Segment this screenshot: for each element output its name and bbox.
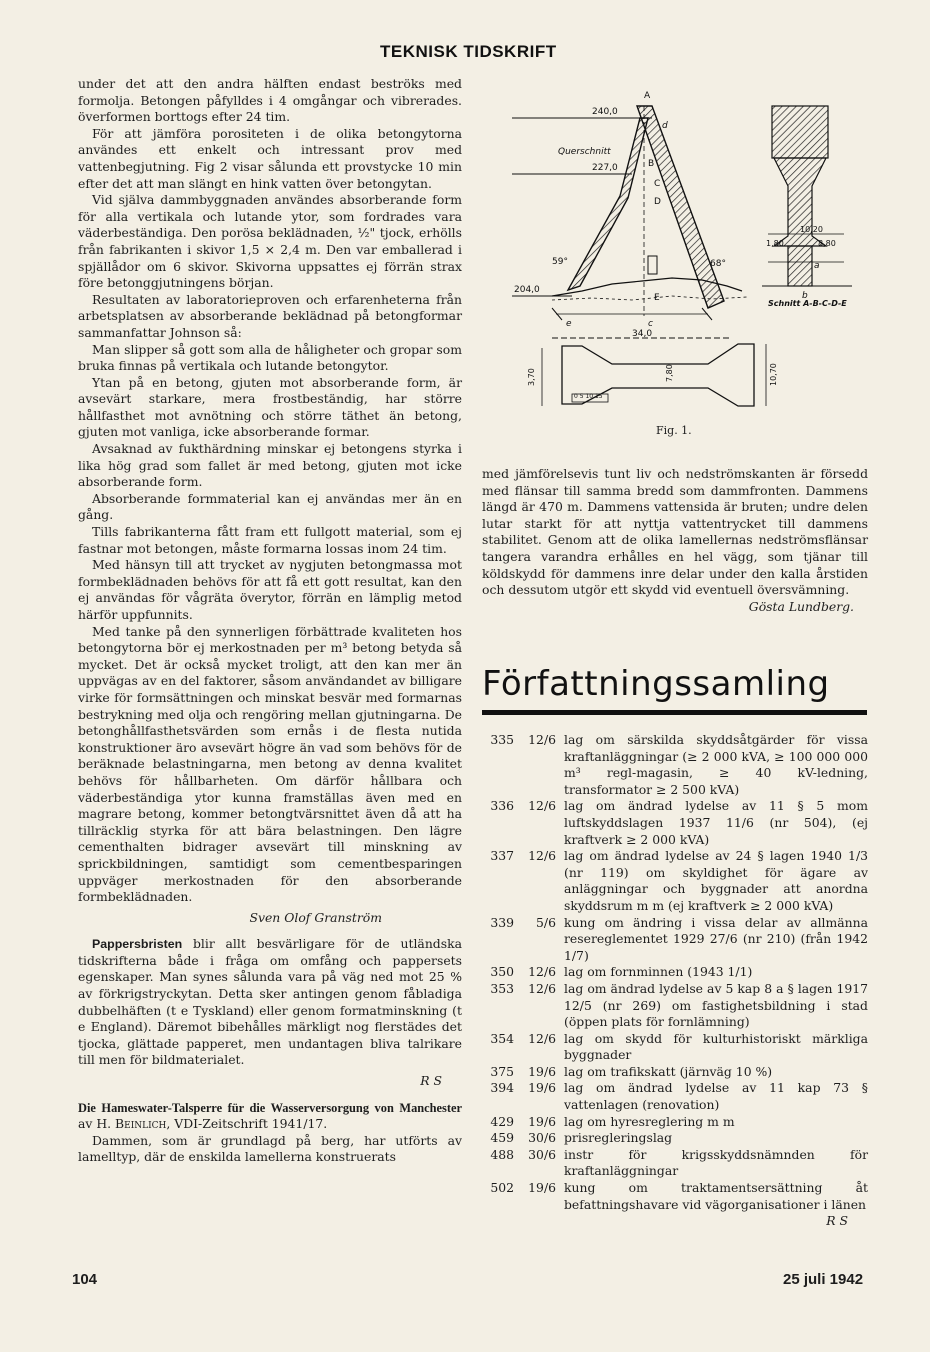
notice-lead: Pappersbristen — [92, 937, 183, 952]
law-entry — [482, 1114, 868, 1131]
page-number: 104 — [72, 1271, 98, 1288]
biblio-source: , VDI-Zeitschrift 1941/17. — [166, 1116, 328, 1132]
label-width-370: 3,70 — [527, 368, 536, 386]
law-number: 394 — [490, 1080, 514, 1096]
law-text: instr för krigsskyddsnämnden för kraftanläggningar — [564, 1146, 868, 1179]
law-entry — [482, 1130, 868, 1147]
law-text: lag om särskilda skyddsåtgärder för vissa kraftanläggningar (≥ 2 000 kVA, ≥ 100 000 000 m³ regl-magasin, ≥ 40 kV-ledning, transformator ≥ 2 500 kVA) — [564, 732, 868, 797]
notice-signature: R S — [420, 1073, 442, 1089]
law-number: 337 — [490, 848, 514, 864]
law-entry — [482, 981, 868, 1031]
law-entry — [482, 798, 868, 848]
paragraph: Tills fabrikanterna fått fram ett fullgott material, som ej fastnar mot betongen, måste formarna lossas inom 24 tim. — [78, 524, 462, 556]
law-text: lag om ändrad lydelse av 24 § lagen 1940 1/3 (nr 119) om skyldighet för ägare av anläggningar och byggnader att anordna skyddsrum m m (ej kraftverk ≥ 2 000 kVA) — [564, 848, 868, 913]
law-entry — [482, 1064, 868, 1081]
law-text: prisregleringslag — [564, 1130, 673, 1146]
label-c: c — [648, 319, 653, 329]
law-text: lag om ändrad lydelse av 5 kap 8 a § lagen 1917 12/5 (nr 269) om fastighetsbildning i stad (öppen plats för fornlämning) — [564, 980, 868, 1030]
law-text: lag om ändrad lydelse av 11 kap 73 § vattenlagen (renovation) — [564, 1080, 868, 1113]
law-entry — [482, 1180, 868, 1213]
law-number: 459 — [490, 1130, 514, 1146]
label-length-34: 34,0 — [632, 329, 653, 339]
law-date: 30/6 — [528, 1146, 556, 1162]
biblio-title: Die Hameswater-Talsperre für die Wasserversorgung von Manchester — [78, 1100, 462, 1115]
label-scale: 0 5 10 15 — [574, 393, 603, 400]
label-point-a: A — [644, 91, 651, 101]
paragraph: Man slipper så gott som alla de håligheter och gropar som bruka finnas på vertikala och lutande betongytor. — [78, 341, 462, 374]
section-view-drawing — [762, 106, 852, 286]
label-width-1070: 10,70 — [769, 363, 778, 386]
author-signature: Gösta Lundberg. — [748, 598, 854, 614]
law-number: 353 — [490, 980, 514, 996]
law-date: 12/6 — [528, 1030, 556, 1046]
right-column — [482, 466, 868, 615]
law-date: 19/6 — [528, 1113, 556, 1129]
paragraph: Absorberande formmaterial kan ej användas mer än en gång. — [78, 490, 462, 523]
law-text: kung om traktamentsersättning åt befattningshavare vid vägorganisationer i länen — [564, 1180, 868, 1212]
law-number: 502 — [490, 1180, 514, 1196]
cross-section-drawing — [512, 106, 747, 320]
law-text: lag om ändrad lydelse av 11 § 5 mom luftskyddslagen 1937 11/6 (nr 504), (ej kraftverk ≥ 2 000 kVA) — [564, 798, 868, 847]
section-rule — [482, 710, 867, 715]
notice-paragraph — [78, 936, 462, 1069]
law-date: 19/6 — [528, 1063, 556, 1079]
law-number: 336 — [490, 798, 514, 814]
notice-body: blir allt besvärligare för de utländska tidskrifterna både i fråga om omfång och pappersets egenskaper. Man synes sålunda vara på väg ned mot 25 % av förkrigstryckytan. Detta sker antingen genom fåbladiga dubbelhäften (t e Tyskland) eller genom formatminskning (t e England). Däremot bibehålles märkligt nog flerstädes det tjocka, glättade papperet, men undantagen bliva talrikare till men för bildmaterialet. — [78, 936, 462, 1068]
law-date: 12/6 — [528, 732, 556, 747]
law-entry — [482, 848, 868, 914]
label-level-240: 240,0 — [592, 107, 618, 117]
label-width-1020: 10,20 — [800, 225, 823, 234]
law-date: 12/6 — [528, 964, 556, 980]
label-angle-59: 59° — [552, 257, 568, 267]
paragraph: med jämförelsevis tunt liv och nedströmskanten är försedd med flänsar till samma bredd som dammfronten. Dammens längd är 470 m. Dammens vattensida är bruten; undre delen lutar starkt för att nyttja vattentrycket till dammens stabilitet. Genom att de olika lamellernas nedströmsflänsar tangera varandra erhålles en hel vägg, som tjänar till köldskydd för dammens inre delar under den kalla årstiden och dessutom utgör ett skydd vid eventuell översvämning. — [482, 466, 868, 598]
law-date: 19/6 — [528, 1080, 556, 1096]
paragraph: Med tanke på den synnerligen förbättrade kvaliteten hos betongytorna bör ej merkostnaden per m³ betong betyda så mycket. Det är också mycket troligt, att den kan mer än uppvägas av en del faktorer, såsom användandet av billigare virke för formsättningen och minskat besvär med formarnas bestrykning med olja och rengöring mellan gjutningarna. De betonghållfasthetsvärden som ernås i de flesta nutida konstruktioner äro avsevärt högre än vad som behövs för de beräknade belastningarna, men betong av denna kvalitet behövs för hållbarheten. Om därför hållbara och väderbeständiga ytor kunna framställas även med en magrare betong, kommer betongtvärsnittet även då att ha tillräcklig styrka för att bära belastningen. Den lägre cementhalten bidrager avsevärt till minskning av sprickbildningen, samtidigt som cementbesparingen uppväger merkostnaden för den absorberande formbeklädnaden. — [78, 623, 462, 905]
figure-caption: Fig. 1. — [656, 424, 692, 437]
label-b: b — [802, 291, 808, 301]
paragraph: Ytan på en betong, gjuten mot absorberande form, är avsevärt starkare, mera frostbeständig, har större hållfasthet mot avnötning och större täthet än betong, gjuten mot vanliga, icke absorberande formar. — [78, 374, 462, 440]
dam-cross-section-figure — [512, 86, 872, 416]
law-date: 12/6 — [528, 980, 556, 996]
law-entry — [482, 915, 868, 965]
label-a: a — [814, 261, 820, 271]
label-level-227: 227,0 — [592, 163, 618, 173]
law-number: 375 — [490, 1063, 514, 1079]
law-entry — [482, 732, 868, 798]
label-angle-68: 68° — [710, 259, 726, 269]
issue-date: 25 juli 1942 — [783, 1271, 864, 1288]
law-date: 5/6 — [536, 914, 556, 930]
law-date: 19/6 — [528, 1180, 556, 1196]
law-number: 429 — [490, 1113, 514, 1129]
law-text: lag om hyresreglering m m — [564, 1113, 735, 1129]
law-list — [482, 732, 868, 1230]
paragraph: Vid själva dammbyggnaden användes absorberande form för alla vertikala och lutande ytor, som fordrades vara väderbeständiga. Den porösa beklädnaden, ½" tjock, erhölls från fabrikanten i skivor 1,5 × 2,4 m. Den var emballerad i spjällådor om 6 skivor. Skivorna uppsattes ej förrän strax före betonggjutningens början. — [78, 192, 462, 291]
law-list-signature: R S — [826, 1213, 848, 1229]
biblio-av: av H. — [78, 1116, 116, 1132]
paragraph: Resultaten av laboratorieproven och erfarenheterna från arbetsplatsen av absorberande beklädnad på betongformar sammanfattar Johnson så: — [78, 291, 462, 340]
law-number: 335 — [490, 732, 514, 747]
biblio-author: Beinlich — [115, 1116, 167, 1132]
paragraph: under det att den andra hälften endast beströks med formolja. Betongen påfylldes i 4 omgångar och vibrerades. överformen borttogs efter 24 tim. — [78, 76, 462, 125]
law-number: 488 — [490, 1146, 514, 1162]
label-point-c: C — [654, 179, 661, 189]
label-width-180: 1,80 — [766, 239, 784, 248]
law-number: 354 — [490, 1030, 514, 1046]
law-date: 12/6 — [528, 798, 556, 814]
label-level-204: 204,0 — [514, 285, 540, 295]
author-signature: Sven Olof Granström — [249, 909, 382, 925]
paragraph: För att jämföra porositeten i de olika betongytorna användes ett enkelt och intressant prov med vattenbegjutning. Fig 2 visar sålunda ett provstycke 10 min efter det att man slängt en hink vatten över betongytan. — [78, 125, 462, 191]
law-entry — [482, 1031, 868, 1064]
law-date: 30/6 — [528, 1130, 556, 1146]
label-point-e: E — [654, 293, 660, 303]
law-entry — [482, 1147, 868, 1180]
law-entry — [482, 964, 868, 981]
label-e: e — [566, 319, 572, 329]
label-point-d: D — [654, 197, 661, 207]
law-text: lag om fornminnen (1943 1/1) — [564, 964, 753, 980]
section-title: Författningssamling — [482, 664, 830, 704]
law-text: lag om skydd för kulturhistoriskt märkliga byggnader — [564, 1030, 868, 1063]
left-column — [78, 76, 462, 1166]
masthead: TEKNISK TIDSKRIFT — [380, 42, 557, 61]
label-querschnitt: Querschnitt — [558, 147, 611, 157]
law-number: 339 — [490, 914, 514, 930]
label-schnitt: Schnitt A-B-C-D-E — [768, 299, 847, 308]
biblio-entry — [78, 1100, 462, 1133]
label-d: d — [662, 121, 668, 131]
law-text: lag om trafikskatt (järnväg 10 %) — [564, 1063, 773, 1079]
law-date: 12/6 — [528, 848, 556, 864]
law-number: 350 — [490, 964, 514, 980]
paragraph: Dammen, som är grundlagd på berg, har utförts av lamelltyp, där de enskilda lamellerna konstruerats — [78, 1132, 462, 1165]
paragraph: Avsaknad av fukthärdning minskar ej betongens styrka i lika hög grad som fallet är med betong, gjuten mot icke absorberande form. — [78, 441, 462, 490]
law-entry — [482, 1080, 868, 1113]
label-point-b: B — [648, 159, 655, 169]
paragraph: Med hänsyn till att trycket av nygjuten betongmassa mot formbeklädnaden behövs för att få ett gott resultat, kan den ej användas för vågräta överytor, förrän en lämplig metod härför uppfunnits. — [78, 557, 462, 622]
label-width-880: 8,80 — [818, 239, 836, 248]
law-text: kung om ändring i vissa delar av allmänna resereglementet 1929 27/6 (nr 210) (från 1942 1/7) — [564, 914, 868, 963]
label-width-780: 7,80 — [665, 364, 674, 382]
